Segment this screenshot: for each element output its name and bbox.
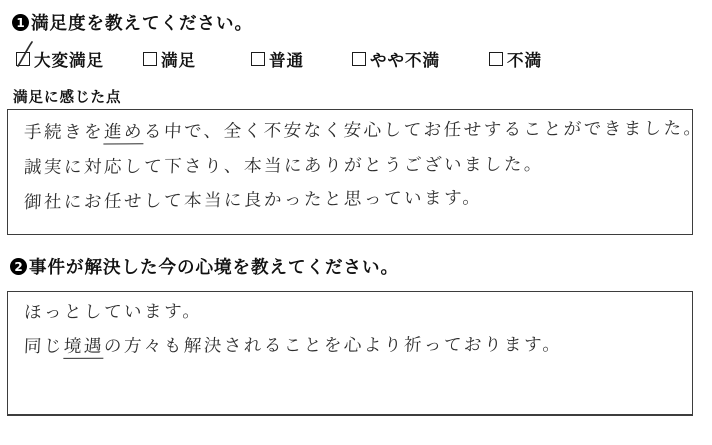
q1-number-badge: 1 <box>12 14 29 31</box>
handwritten-text: る中で、全く不安なく安心してお任せすることができました。 <box>143 118 705 143</box>
handwritten-line <box>23 298 203 324</box>
q2-title: 事件が解決した今の心境を教えてください。 <box>29 257 399 277</box>
q1-answer-box[interactable] <box>7 109 705 235</box>
checkbox-dissatisfied[interactable] <box>489 52 503 66</box>
option-dissatisfied[interactable] <box>489 47 542 71</box>
option-label: 大変満足 <box>34 51 104 70</box>
option-satisfied[interactable] <box>143 47 196 71</box>
handwritten-line <box>23 151 544 179</box>
handwritten-text: の方々も解決されることを心より祈っております。 <box>103 335 564 357</box>
option-label: 不満 <box>507 51 542 70</box>
handwritten-text-underlined: 境遇 <box>63 337 104 359</box>
checkbox-somewhat-dissatisfied[interactable] <box>352 52 366 66</box>
handwritten-text: 誠実に対応して下さり、本当にありがとうございました。 <box>23 154 545 179</box>
option-somewhat-dissatisfied[interactable] <box>352 47 440 71</box>
q2-number-badge: 2 <box>10 258 27 275</box>
option-label: 普通 <box>269 51 304 70</box>
option-label: やや不満 <box>370 51 440 70</box>
question-1-header <box>12 10 253 35</box>
checkbox-satisfied[interactable] <box>143 52 157 66</box>
option-very-satisfied[interactable] <box>16 47 104 71</box>
handwritten-text: ほっとしています。 <box>23 301 203 324</box>
handwritten-text: 同じ <box>23 336 65 358</box>
option-neutral[interactable] <box>251 47 304 71</box>
handwritten-text-underlined: 進め <box>103 122 144 144</box>
handwritten-text: 御社にお任せして本当に良かったと思っています。 <box>23 188 483 214</box>
option-label: 満足 <box>161 51 196 70</box>
q1-title: 満足度を教えてください。 <box>31 13 253 33</box>
checkbox-very-satisfied[interactable] <box>16 52 30 66</box>
check-mark-icon <box>14 40 36 68</box>
handwritten-line <box>23 184 483 214</box>
question-2-header <box>10 254 399 279</box>
handwritten-text: 手続きを <box>23 122 105 144</box>
handwritten-line <box>23 115 704 144</box>
handwritten-line <box>23 331 563 358</box>
q2-answer-box[interactable] <box>7 291 693 416</box>
q1-answer-box-label: 満足に感じた点 <box>13 90 122 106</box>
checkbox-neutral[interactable] <box>251 52 265 66</box>
